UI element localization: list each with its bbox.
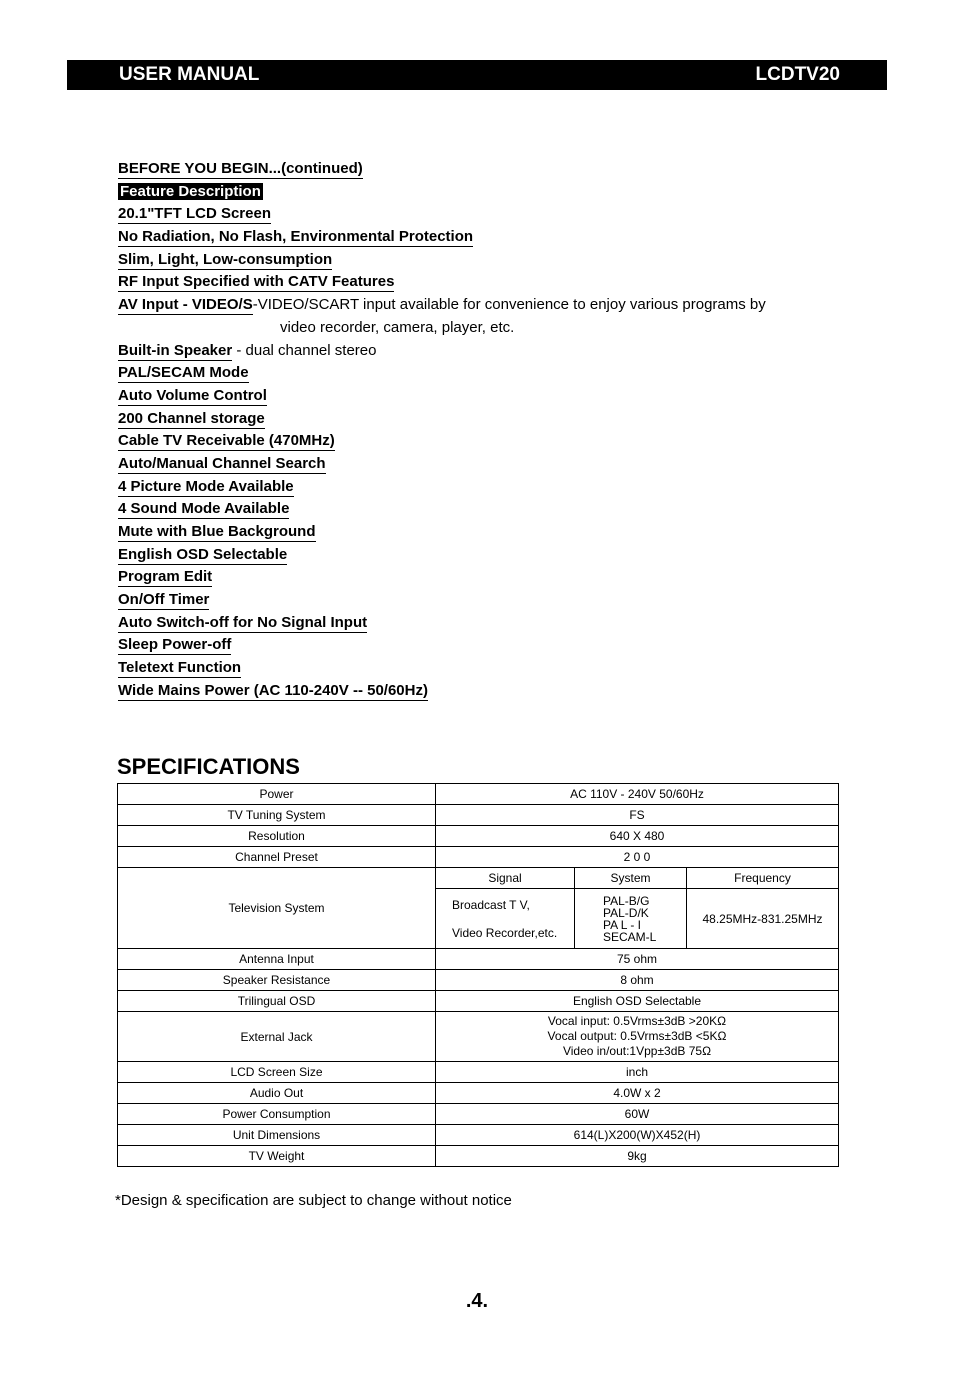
feature-item: Auto Switch-off for No Signal Input xyxy=(118,613,368,631)
spec-value: inch xyxy=(436,1062,839,1083)
feature-desc-continued: video recorder, camera, player, etc. xyxy=(280,318,515,336)
feature-item: Mute with Blue Background xyxy=(118,523,316,540)
spec-value: AC 110V - 240V 50/60Hz xyxy=(436,784,839,805)
page-header xyxy=(67,60,887,90)
feature-item: Auto/Manual Channel Search xyxy=(118,454,326,472)
feature-item: Slim, Light, Low-consumption xyxy=(118,250,333,268)
feature-item: 4 Sound Mode Available xyxy=(118,500,290,518)
feature-item: Cable TV Receivable (470MHz) xyxy=(118,432,335,450)
specifications-table xyxy=(117,783,839,1167)
feature-item: 200 Channel storage xyxy=(118,409,265,427)
section-heading: BEFORE YOU BEGIN...(continued) xyxy=(118,160,363,177)
table-row xyxy=(118,847,839,868)
feature-item: Sleep Power-off xyxy=(118,636,232,654)
feature-desc: - dual channel stereo xyxy=(232,341,377,359)
spec-value: English OSD Selectable xyxy=(436,991,839,1012)
feature-description-label: Feature Description xyxy=(120,182,261,200)
spec-label: External Jack xyxy=(118,1012,436,1062)
feature-item: 20.1"TFT LCD Screen xyxy=(118,205,271,223)
jack-line: Video in/out:1Vpp±3dB 75Ω xyxy=(562,1044,712,1058)
spec-label: LCD Screen Size xyxy=(118,1062,436,1083)
feature-item: Program Edit xyxy=(118,568,213,586)
feature-desc: -VIDEO/SCART input available for convenience to enjoy various programs by xyxy=(252,296,766,314)
spec-label: Speaker Resistance xyxy=(118,970,436,991)
system-cell xyxy=(575,889,687,949)
signal-line: Broadcast T V, xyxy=(452,897,530,912)
header-model: LCDTV20 xyxy=(755,64,840,85)
spec-value: 75 ohm xyxy=(436,949,839,970)
spec-label: Power xyxy=(118,784,436,805)
feature-list xyxy=(118,158,838,703)
table-row xyxy=(118,1146,839,1167)
feature-item: PAL/SECAM Mode xyxy=(118,364,249,382)
table-row xyxy=(118,784,839,805)
spec-label: Resolution xyxy=(118,826,436,847)
table-row xyxy=(118,970,839,991)
feature-item: 4 Picture Mode Available xyxy=(118,477,294,495)
feature-item: No Radiation, No Flash, Environmental Protection xyxy=(118,228,474,246)
jack-line: Vocal output: 0.5Vrms±3dB <5KΩ xyxy=(547,1029,727,1043)
feature-item: Teletext Function xyxy=(118,659,242,677)
feature-item: Auto Volume Control xyxy=(118,386,267,404)
disclaimer-note: *Design & specification are subject to change without notice xyxy=(115,1192,512,1209)
spec-value: FS xyxy=(436,805,839,826)
table-row xyxy=(118,1083,839,1104)
table-row xyxy=(118,949,839,970)
table-row xyxy=(118,826,839,847)
table-row xyxy=(118,805,839,826)
spec-value: 4.0W x 2 xyxy=(436,1083,839,1104)
spec-value: 60W xyxy=(436,1104,839,1125)
table-row xyxy=(118,1012,839,1062)
specifications-title: SPECIFICATIONS xyxy=(117,754,300,779)
table-row xyxy=(118,1062,839,1083)
subheader-frequency: Frequency xyxy=(687,868,839,889)
spec-label: Power Consumption xyxy=(118,1104,436,1125)
spec-label: TV Weight xyxy=(118,1146,436,1167)
table-row xyxy=(118,991,839,1012)
feature-item: RF Input Specified with CATV Features xyxy=(118,273,395,291)
spec-value xyxy=(436,1012,839,1062)
spec-value: 2 0 0 xyxy=(436,847,839,868)
spec-value: 8 ohm xyxy=(436,970,839,991)
feature-item-speaker: Built-in Speaker xyxy=(118,341,233,359)
spec-label: Unit Dimensions xyxy=(118,1125,436,1146)
spec-label: Television System xyxy=(118,868,436,949)
page-number: .4. xyxy=(465,1290,489,1312)
spec-value: 614(L)X200(W)X452(H) xyxy=(436,1125,839,1146)
table-row xyxy=(118,1104,839,1125)
system-line: PAL-D/K xyxy=(603,905,649,920)
header-title: USER MANUAL xyxy=(119,64,260,85)
frequency-cell: 48.25MHz-831.25MHz xyxy=(687,889,839,949)
feature-item: On/Off Timer xyxy=(118,591,210,609)
table-row xyxy=(118,868,839,889)
spec-label: Channel Preset xyxy=(118,847,436,868)
feature-item-av-input: AV Input - VIDEO/S xyxy=(118,296,253,314)
signal-line: Video Recorder,etc. xyxy=(452,925,558,940)
signal-cell xyxy=(436,889,575,949)
jack-line: Vocal input: 0.5Vrms±3dB >20KΩ xyxy=(547,1014,727,1028)
spec-label: Trilingual OSD xyxy=(118,991,436,1012)
system-line: SECAM-L xyxy=(603,929,657,944)
spec-value: 9kg xyxy=(436,1146,839,1167)
system-line: PAL-B/G xyxy=(603,893,650,908)
spec-label: Antenna Input xyxy=(118,949,436,970)
feature-item: Wide Mains Power (AC 110-240V -- 50/60Hz) xyxy=(118,681,428,699)
spec-label: Audio Out xyxy=(118,1083,436,1104)
spec-label: TV Tuning System xyxy=(118,805,436,826)
system-line: PA L - I xyxy=(603,917,642,932)
subheader-system: System xyxy=(575,868,687,889)
subheader-signal: Signal xyxy=(436,868,575,889)
feature-item: English OSD Selectable xyxy=(118,545,288,563)
table-row xyxy=(118,1125,839,1146)
spec-value: 640 X 480 xyxy=(436,826,839,847)
